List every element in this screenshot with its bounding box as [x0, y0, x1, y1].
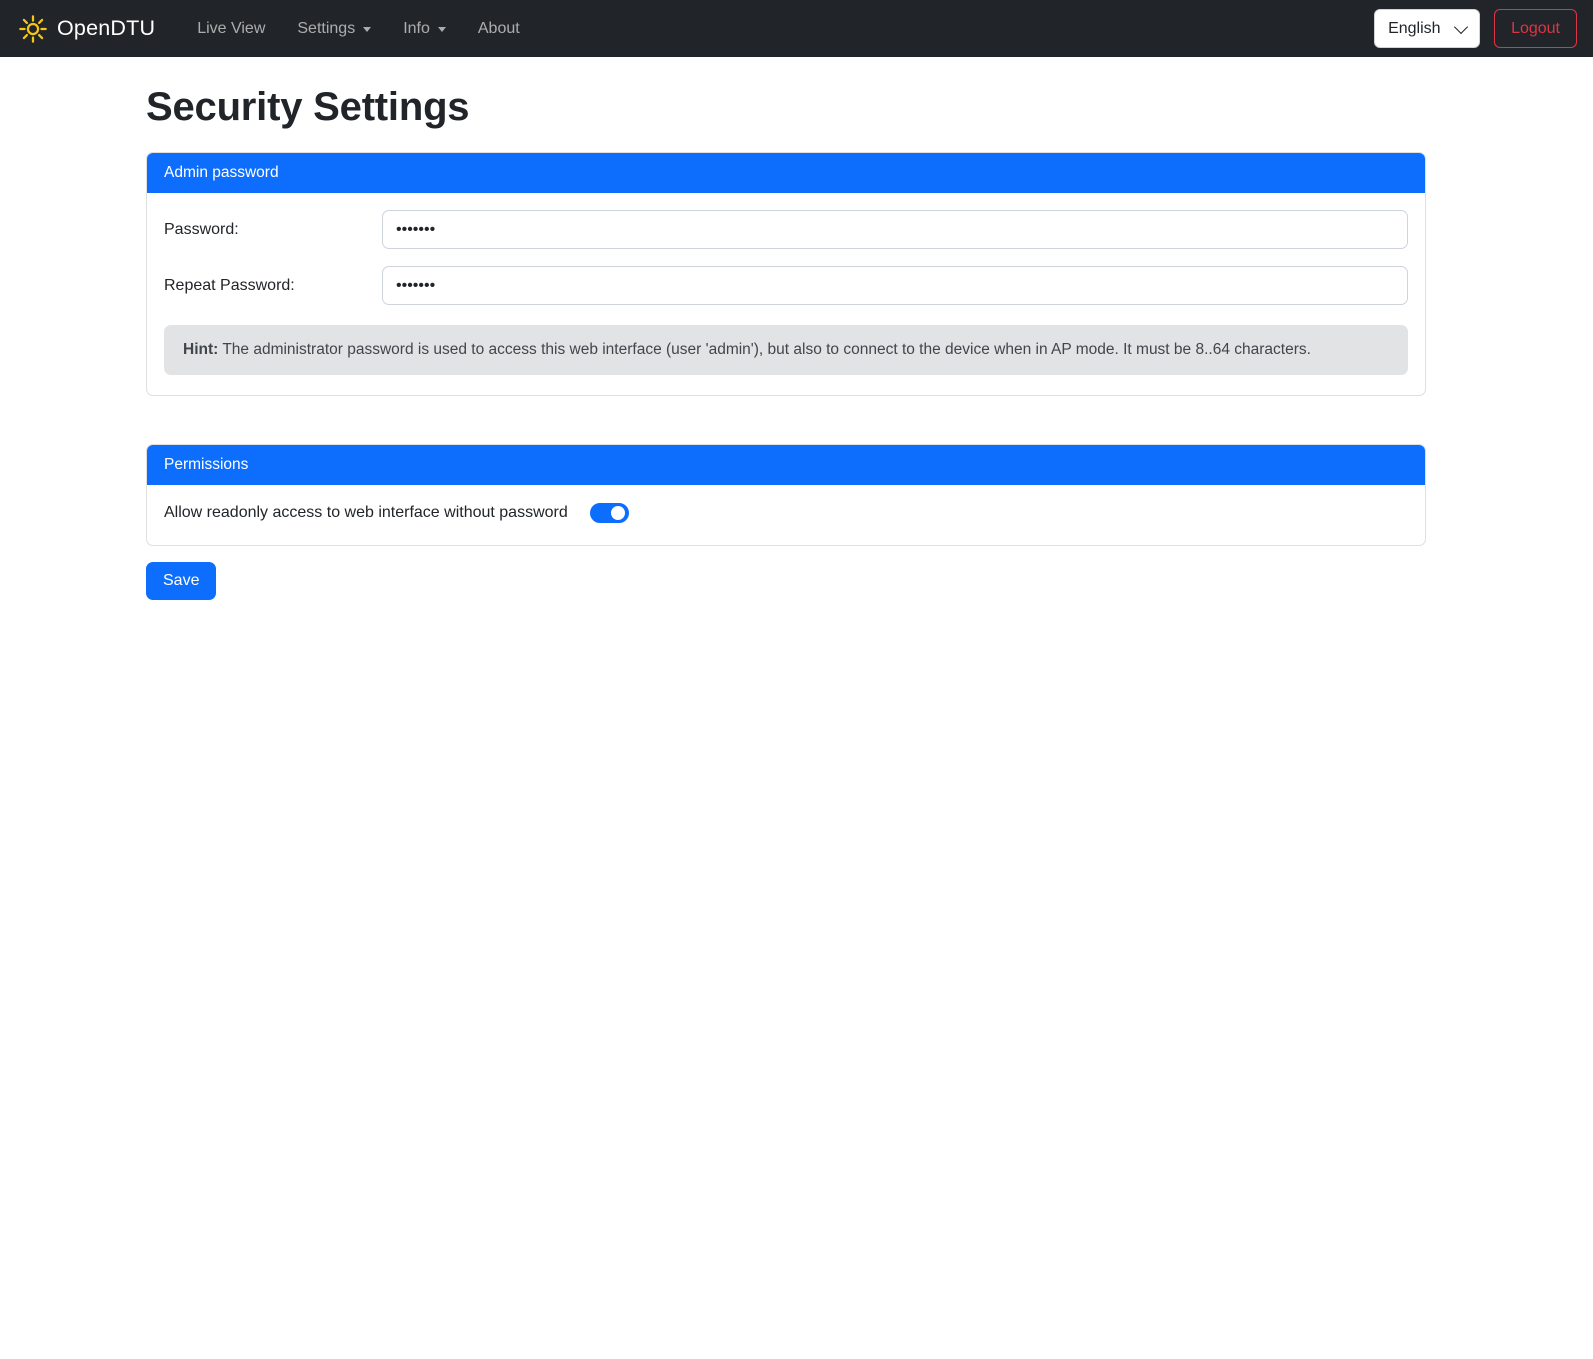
nav-item-about[interactable] — [462, 12, 536, 46]
password-label: Password: — [164, 220, 239, 238]
top-navbar — [0, 0, 1593, 57]
nav-label-info: Info — [403, 19, 430, 37]
repeat-password-input[interactable] — [382, 266, 1408, 305]
readonly-access-label: Allow readonly access to web interface without password — [164, 504, 568, 522]
nav-item-settings[interactable] — [281, 12, 387, 46]
logout-button[interactable]: Logout — [1494, 9, 1577, 48]
password-row — [164, 210, 1408, 249]
language-select-wrapper — [1374, 9, 1480, 48]
hint-prefix: Hint: — [183, 341, 219, 358]
save-button[interactable]: Save — [146, 562, 216, 600]
page-content — [0, 85, 1593, 600]
repeat-password-row — [164, 266, 1408, 305]
readonly-access-toggle[interactable] — [590, 503, 629, 523]
password-hint — [164, 325, 1408, 375]
nav-label-about: About — [477, 19, 520, 37]
repeat-password-label: Repeat Password: — [164, 276, 295, 294]
navbar-right-group — [1374, 0, 1577, 57]
admin-password-card — [146, 152, 1426, 396]
permissions-card-body — [147, 485, 1425, 545]
admin-password-card-body — [147, 193, 1425, 395]
language-select[interactable] — [1374, 9, 1480, 48]
nav-item-info[interactable] — [387, 12, 462, 46]
chevron-down-icon — [363, 27, 371, 32]
sun-icon — [18, 14, 48, 44]
permissions-card — [146, 444, 1426, 546]
hint-text: The administrator password is used to access this web interface (user 'admin'), but also to connect to the device when in AP mode. It must be 8..64 characters. — [218, 341, 1311, 358]
nav-label-live-view: Live View — [197, 19, 266, 37]
brand[interactable] — [18, 14, 155, 44]
page-title: Security Settings — [146, 85, 470, 129]
chevron-down-icon — [438, 27, 446, 32]
nav-label-settings: Settings — [297, 19, 356, 37]
permissions-card-header: Permissions — [147, 445, 1425, 485]
password-input[interactable] — [382, 210, 1408, 249]
nav-links — [181, 12, 536, 46]
brand-title: OpenDTU — [57, 16, 156, 40]
nav-item-live-view[interactable] — [181, 12, 281, 46]
admin-password-card-header: Admin password — [147, 153, 1425, 193]
